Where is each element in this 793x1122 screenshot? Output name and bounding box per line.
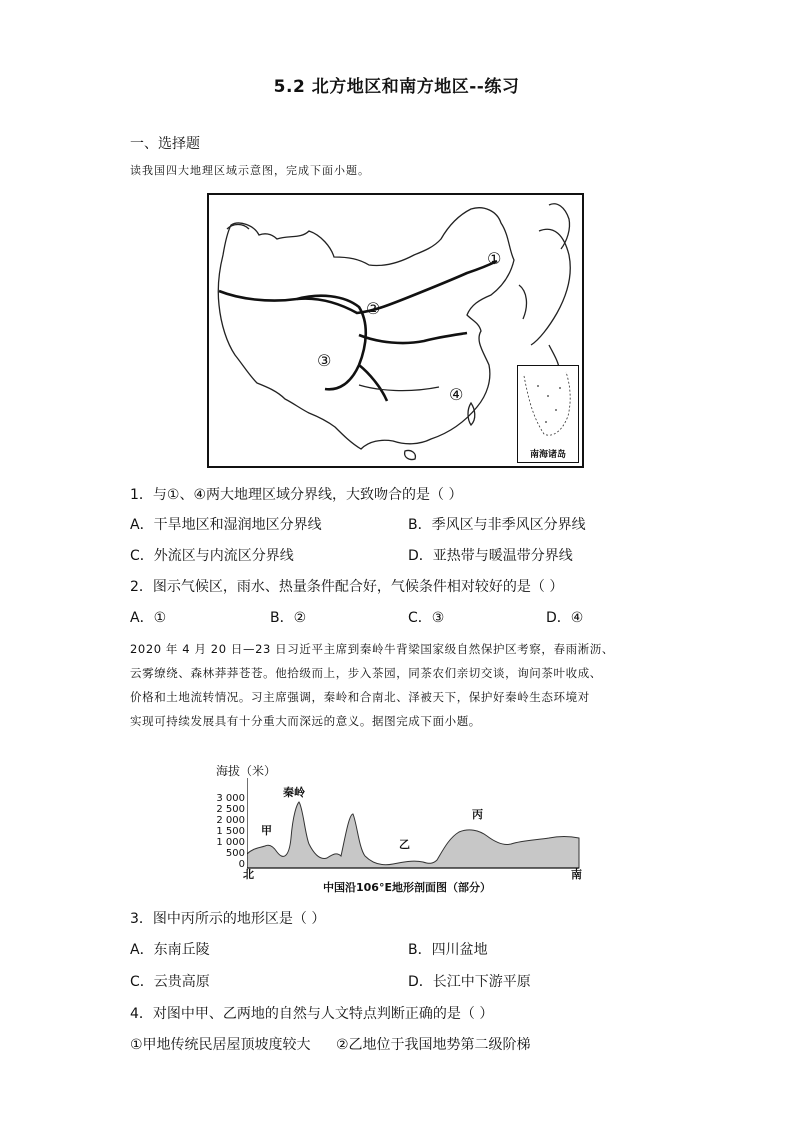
profile-caption: 中国沿106°E地形剖面图（部分）: [323, 881, 491, 894]
inset-border-line: [524, 372, 570, 435]
inset-island: [555, 409, 557, 411]
q2-option-b[interactable]: B．②: [270, 610, 307, 626]
q1-option-c[interactable]: C．外流区与内流区分界线: [130, 548, 294, 564]
label-north: 北: [243, 868, 254, 881]
profile-y-tick: 2 500: [216, 804, 245, 815]
region-2-label: ②: [366, 299, 381, 318]
q3-option-d[interactable]: D．长江中下游平原: [408, 974, 531, 990]
page-title: 5.2 北方地区和南方地区--练习: [273, 77, 520, 97]
korea-japan: [519, 229, 570, 375]
region-3-label: ③: [317, 351, 332, 370]
terrain-area: [247, 802, 579, 868]
hainan: [405, 450, 416, 459]
profile-y-tick: 1 000: [216, 837, 245, 848]
q2-option-d[interactable]: D．④: [546, 610, 584, 626]
label-qinling: 秦岭: [283, 786, 305, 799]
q1-option-b[interactable]: B．季风区与非季风区分界线: [408, 517, 586, 533]
boundary-south: [359, 365, 387, 401]
q3-option-b[interactable]: B．四川盆地: [408, 942, 488, 958]
profile-y-tick: 3 000: [216, 793, 245, 804]
inset-label: 南海诸岛: [529, 450, 566, 460]
section-heading: 一、选择题: [130, 136, 200, 152]
river-line: [359, 385, 439, 391]
question-3: 3．图中丙所示的地形区是（ ）: [130, 911, 326, 927]
question-1: 1．与①、④两大地理区域分界线，大致吻合的是（ ）: [130, 487, 463, 503]
question-intro: 读我国四大地理区域示意图，完成下面小题。: [130, 164, 370, 177]
label-bing: 丙: [472, 808, 483, 821]
q3-option-a[interactable]: A．东南丘陵: [130, 942, 210, 958]
passage-line: 价格和土地流转情况。习主席强调，秦岭和合南北、泽被天下，保护好秦岭生态环境对: [130, 690, 590, 704]
reading-passage: [130, 637, 670, 733]
profile-y-tick: 0: [238, 859, 245, 870]
q2-option-c[interactable]: C．③: [408, 610, 445, 626]
region-1-label: ①: [487, 249, 502, 268]
south-china-sea-inset: [517, 365, 579, 463]
q1-option-d[interactable]: D．亚热带与暖温带分界线: [408, 548, 573, 564]
boundary-qinling: [359, 333, 467, 343]
profile-y-tick: 1 500: [216, 826, 245, 837]
inset-island: [537, 385, 539, 387]
q3-option-c[interactable]: C．云贵高原: [130, 974, 210, 990]
northeast-coast: [549, 204, 570, 249]
profile-y-tick: 500: [225, 848, 245, 859]
inset-island: [547, 395, 549, 397]
passage-line: 实现可持续发展具有十分重大而深远的意义。据图完成下面小题。: [130, 714, 481, 728]
label-jia: 甲: [261, 824, 272, 837]
china-regions-map: [207, 193, 584, 468]
q2-option-a[interactable]: A．①: [130, 610, 167, 626]
question-4: 4．对图中甲、乙两地的自然与人文特点判断正确的是（ ）: [130, 1006, 494, 1022]
inset-island: [559, 387, 561, 389]
inset-island: [545, 421, 547, 423]
boundary-qinghai-tibet: [297, 296, 366, 390]
label-south: 南: [571, 868, 582, 881]
q1-option-a[interactable]: A．干旱地区和湿润地区分界线: [130, 517, 322, 533]
region-4-label: ④: [449, 385, 464, 404]
question-2: 2．图示气候区，雨水、热量条件配合好，气候条件相对较好的是（ ）: [130, 579, 564, 595]
label-yi: 乙: [399, 838, 410, 851]
terrain-profile-figure: [213, 762, 593, 894]
q4-statement-2: ②乙地位于我国地势第二级阶梯: [336, 1037, 531, 1053]
profile-y-tick: 2 000: [216, 815, 245, 826]
passage-line: 2020 年 4 月 20 日—23 日习近平主席到秦岭牛背梁国家级自然保护区考察，春雨淅沥、: [130, 642, 614, 656]
inset-drawing: [518, 366, 576, 446]
passage-line: 云雾缭绕、森林莽莽苍苍。他拾级而上，步入茶园，同茶农们亲切交谈，询问茶叶收成、: [130, 666, 602, 680]
q4-statement-1: ①甲地传统民居屋顶坡度较大: [130, 1037, 311, 1053]
profile-y-label: 海拔（米）: [216, 764, 277, 778]
